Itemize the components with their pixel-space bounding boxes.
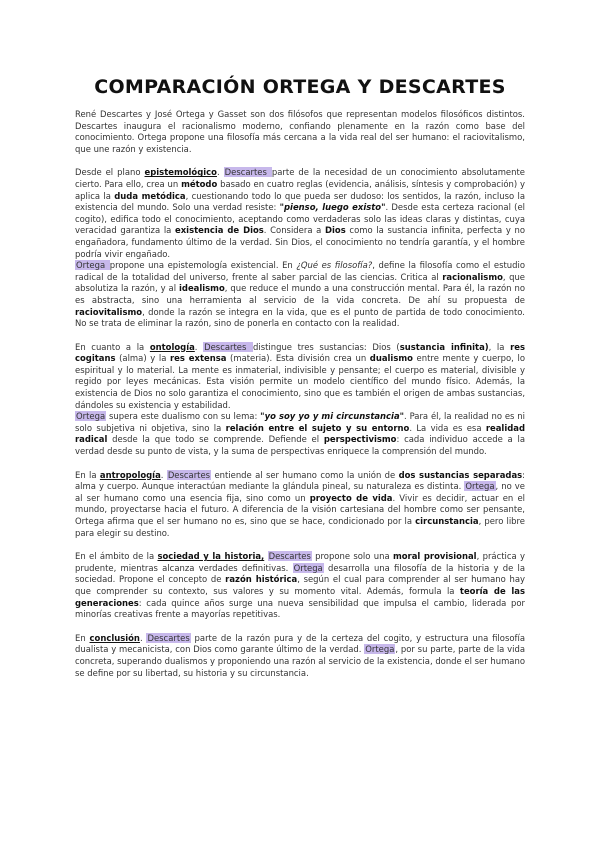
descartes-highlight: Descartes [268, 551, 311, 562]
ortega-highlight: Ortega [76, 411, 106, 422]
epistemology-descartes-paragraph: Desde el plano epistemológico. Descartes parte de la necesidad de un conocimiento absolutamente cierto. Para ello, crea un método basado en cuatro reglas (evidencia, análisis, síntesis y comprobación) y aplica la duda metódica, cuestionando todo lo que pueda ser dudoso: los sentidos, la razón, incluso la existencia del mundo. Solo una verdad resiste: "pienso, luego existo". Desde esta certeza racional (el cogito), edifica todo el conocimiento, aceptando como verdaderas solo las ideas claras y distintas, cuya veracidad garantiza la existencia de Dios. Considera a Dios como la sustancia infinita, perfecta y no engañadora, fundamento último de la verdad. Sin Dios, el conocimiento no tendría garantía, y el hombre podría vivir engañado. [75, 167, 526, 259]
conclusion-paragraph: En conclusión. Descartes parte de la razón pura y de la certeza del cogito, y estructura una filosofía dualista y mecanicista, con Dios como garante último de la verdad. Ortega, por su parte, parte de la vida concreta, superando dualismos y proponiendo una razón al servicio de la existencia, donde el ser humano se define por su libertad, su historia y su circunstancia. [75, 632, 525, 678]
intro-paragraph: René Descartes y José Ortega y Gasset son dos filósofos que representan modelos filosóficos distintos. Descartes inaugura el racionalismo moderno, confiando plenamente en la razón como base del conocimiento. Ortega propone una filosofía más cercana a la vida real del ser humano: el raciovitalismo, que une razón y existencia. [75, 109, 525, 154]
section-keyword: epistemológico [144, 167, 217, 178]
ortega-highlight: Ortega [293, 562, 323, 573]
section-keyword: sociedad y la historia, [157, 551, 265, 562]
section-keyword: ontología [149, 341, 195, 352]
descartes-highlight: Descartes [147, 632, 190, 643]
descartes-highlight: Descartes [167, 469, 211, 480]
society-history-paragraph: En el ámbito de la sociedad y la historia, Descartes propone solo una moral provisional, práctica y prudente, mientras alcanza verdades definitivas. Ortega desarrolla una filosofía de la historia y de la sociedad. Propone el concepto de razón histórica, según el cual para comprender al ser humano hay que comprender su contexto, sus valores y su momento vital. Además, formula la teoría de las generaciones: cada quince años surge una nueva sensibilidad que impulsa el cambio, liderada por minorías creativas frente a mayorías repetitivas. [75, 551, 526, 620]
ontology-ortega-paragraph: Ortega supera este dualismo con su lema: "yo soy yo y mi circunstancia". Para él, la realidad no es ni solo subjetiva ni objetiva, sino la relación entre el sujeto y su entorno. La vida es esa realidad radical desde la que todo se comprende. Defiende el perspectivismo: cada individuo accede a la verdad desde su punto de vista, y la suma de perspectivas enriquece la comprensión del mundo. [75, 411, 525, 457]
epistemology-ortega-paragraph: Ortega propone una epistemología existencial. En ¿Qué es filosofía?, define la filosofía como el estudio radical de la totalidad del universo, frente al saber parcial de las ciencias. Critica al racionalismo, que absolutiza la razón, y al idealismo, que reduce el mundo a una construcción mental. Para él, la razón no es abstracta, sino una herramienta al servicio de la vida concreta. De ahí su propuesta de raciovitalismo, donde la razón se integra en la vida, que es el punto de partida de todo conocimiento. No se trata de eliminar la razón, sino de ponerla en contacto con la realidad. [75, 260, 526, 329]
section-keyword: antropología [99, 469, 161, 480]
descartes-highlight: Descartes [224, 167, 271, 178]
ortega-highlight: Ortega [465, 481, 495, 492]
ortega-highlight: Ortega [76, 260, 109, 271]
descartes-highlight: Descartes [204, 341, 252, 352]
ontology-descartes-paragraph: En cuanto a la ontología. Descartes distingue tres sustancias: Dios (sustancia infinita), la res cogitans (alma) y la res extensa (materia). Esta división crea un dualismo entre mente y cuerpo, lo espiritual y lo material. La mente es inmaterial, indivisible y pensante; el cuerpo es material, divisible y regido por leyes mecánicas. Esta visión permite un modelo científico del mundo físico. Además, la existencia de Dios no solo garantiza el conocimiento, sino que es también el origen de ambas sustancias, dándoles su existencia y estabilidad. [75, 341, 525, 410]
anthropology-paragraph: En la antropología. Descartes entiende al ser humano como la unión de dos sustancias separadas: alma y cuerpo. Aunque interactúan mediante la glándula pineal, su naturaleza es distinta. Ortega, no ve al ser humano como una esencia fija, sino como un proyecto de vida. Vivir es decidir, actuar en el mundo, proyectarse hacia el futuro. A diferencia de la visión cartesiana del hombre como ser pensante, Ortega afirma que el ser humano no es, sino que se hace, condicionado por la circunstancia, pero libre para elegir su destino. [75, 469, 525, 538]
section-keyword: conclusión [89, 632, 140, 643]
ortega-highlight: Ortega [365, 644, 395, 655]
page-title: COMPARACIÓN ORTEGA Y DESCARTES [94, 76, 506, 98]
